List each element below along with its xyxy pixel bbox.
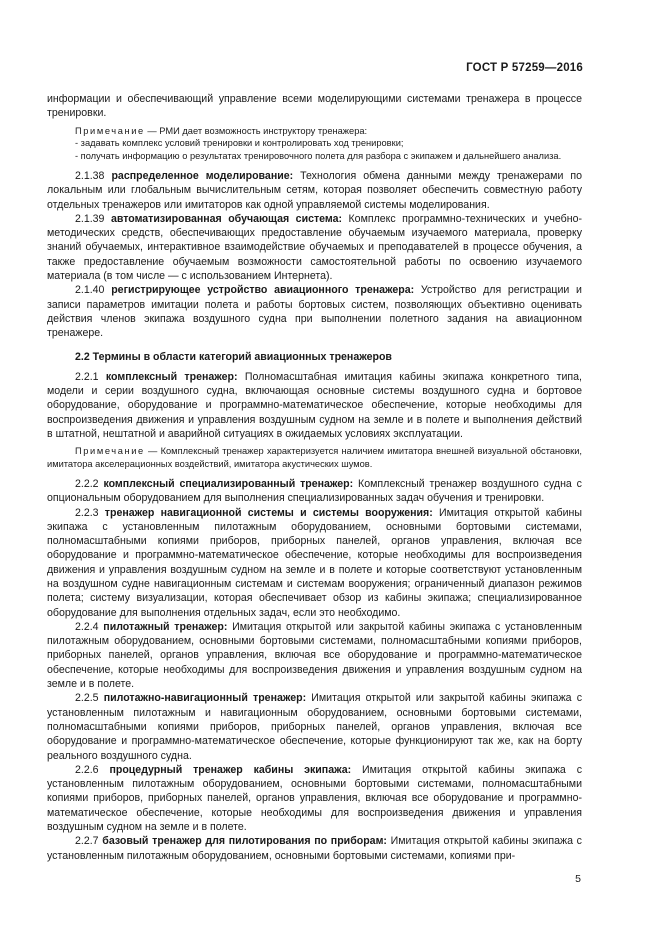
term-2-2-1: 2.2.1 комплексный тренажер: Полномасштабная имитация кабины экипажа конкретного типа, модели и серии воздушного судна, включающая основные системы воздушного судна и бортовое оборудование, оборудование и программно-математическое обеспечение, которые необходимы для воспроизведения движения и управления воздушным судном на земле и в полете и выполнения действий в штатной, нештатной и аварийной ситуациях в ожидаемых условиях эксплуатации. [47, 370, 582, 441]
term-2-2-5: 2.2.5 пилотажно-навигационный тренажер: Имитация открытой или закрытой кабины экипажа с установленным пилотажным и навигационным оборудованием, основными бортовыми системами, полномасштабными копиями приборов, приборных панелей, органов управления, включая все оборудование и программно-математическое обеспечение, которые функционируют так же, как на борту реального воздушного судна. [47, 692, 582, 762]
term-title: пилотажно-навигационный тренажер: [103, 692, 307, 705]
term-2-2-7: 2.2.7 базовый тренажер для пилотирования по приборам: Имитация открытой кабины экипажа с установленным пилотажным оборудованием, основными бортовыми системами, копиями при- [47, 835, 582, 862]
note-1-item-1: - задавать комплекс условий тренировки и контролировать ход тренировки; [75, 138, 404, 149]
page-number: 5 [575, 873, 581, 885]
term-title: регистрирующее устройство авиационного тренажера: [111, 284, 415, 297]
term-2-2-4: 2.2.4 пилотажный тренажер: Имитация открытой или закрытой кабины экипажа с установленным пилотажным оборудованием, основными бортовыми системами, полномасштабными копиями приборов, приборных панелей, органов управления, включая все оборудование и программно-математическое обеспечение, которые необходимы для воспроизведения движения и управления воздушным судном на земле и в полете. [47, 620, 582, 691]
note-2: Примечание — Комплексный тренажер характеризуется наличием имитатора внешней визуальной обстановки, имитатора акселерационных воздействий, имитатора акустических шумов. [47, 446, 582, 470]
term-2-1-39: 2.1.39 автоматизированная обучающая система: Комплекс программно-технических и учебно-методических средств, обеспечивающих предоставление обучаемым изучаемого материала, проверку знаний обучаемых, интерактивное взаимодействие обучаемых и преподавателей в процессе обучения, а также предоставление обучаемым возможности самостоятельной работы по освоению изучаемого материала (в том числе — с использованием Интернета). [47, 212, 582, 283]
term-title: автоматизированная обучающая система: [110, 212, 343, 225]
section-heading-2-2: 2.2 Термины в области категорий авиационных тренажеров [75, 350, 392, 363]
term-title: пилотажный тренажер: [103, 620, 228, 633]
note-label: Примечание [75, 446, 145, 457]
paragraph-continuation: информации и обеспечивающий управление всеми моделирующими системами тренажера в процессе тренировки. [47, 93, 582, 120]
term-title: процедурный тренажер кабины экипажа: [109, 763, 352, 776]
note-1-item-2: - получать информацию о результатах тренировочного полета для разбора с экипажем и дальнейшего анализа. [75, 151, 562, 162]
term-title: базовый тренажер для пилотирования по приборам: [102, 835, 387, 848]
note-label: Примечание [75, 125, 145, 136]
term-2-1-40: 2.1.40 регистрирующее устройство авиационного тренажера: Устройство для регистрации и записи параметров имитации полета и работы бортовых систем, позволяющих объективно оценивать действия членов экипажа воздушного судна при выполнении полетного задания на авиационном тренажере. [47, 284, 582, 340]
term-2-2-2: 2.2.2 комплексный специализированный тренажер: Комплексный тренажер воздушного судна с опциональным оборудованием для выполнения специализированных задач обучения и тренировки. [47, 477, 582, 505]
term-title: комплексный тренажер: [105, 370, 238, 383]
term-2-2-6: 2.2.6 процедурный тренажер кабины экипажа: Имитация открытой кабины экипажа с установленным пилотажным оборудованием, основными бортовыми системами, полномасштабными копиями приборов, приборных панелей, органов управления, включая все оборудование и программно-математическое обеспечение, которые необходимы для воспроизведения движения и управления воздушным судном на земле и в полете. [47, 763, 582, 834]
standard-header: ГОСТ Р 57259—2016 [466, 62, 583, 74]
term-title: тренажер навигационной системы и системы вооружения: [104, 506, 433, 519]
term-title: комплексный специализированный тренажер: [103, 477, 354, 490]
term-2-1-38: 2.1.38 распределенное моделирование: Технология обмена данными между тренажерами по локальным или глобальным вычислительным сетям, которая позволяет обеспечить совместную работу отдельных тренажеров или имитаторов как одной управляемой системы моделирования. [47, 169, 582, 211]
term-title: распределенное моделирование: [111, 169, 294, 182]
note-1: Примечание — РМИ дает возможность инструктору тренажера: [75, 125, 368, 136]
body-text [47, 92, 582, 863]
term-2-2-3: 2.2.3 тренажер навигационной системы и системы вооружения: Имитация открытой кабины экипажа с установленным пилотажным оборудованием, основными бортовыми системами, полномасштабными копиями приборов, приборных панелей, органов управления, включая все оборудование и программно-математическое обеспечение, которые необходимы для воспроизведения движения и управления воздушным судном на земле и в полете и которые соответствуют установленным на воздушном судне навигационным системам и системам вооружения; ограниченный диапазон режимов полета; систему визуализации, которая обеспечивает обзор из кабины экипажа; специализированное оборудование для выполнения отдельных задач, если это необходимо. [47, 506, 582, 619]
